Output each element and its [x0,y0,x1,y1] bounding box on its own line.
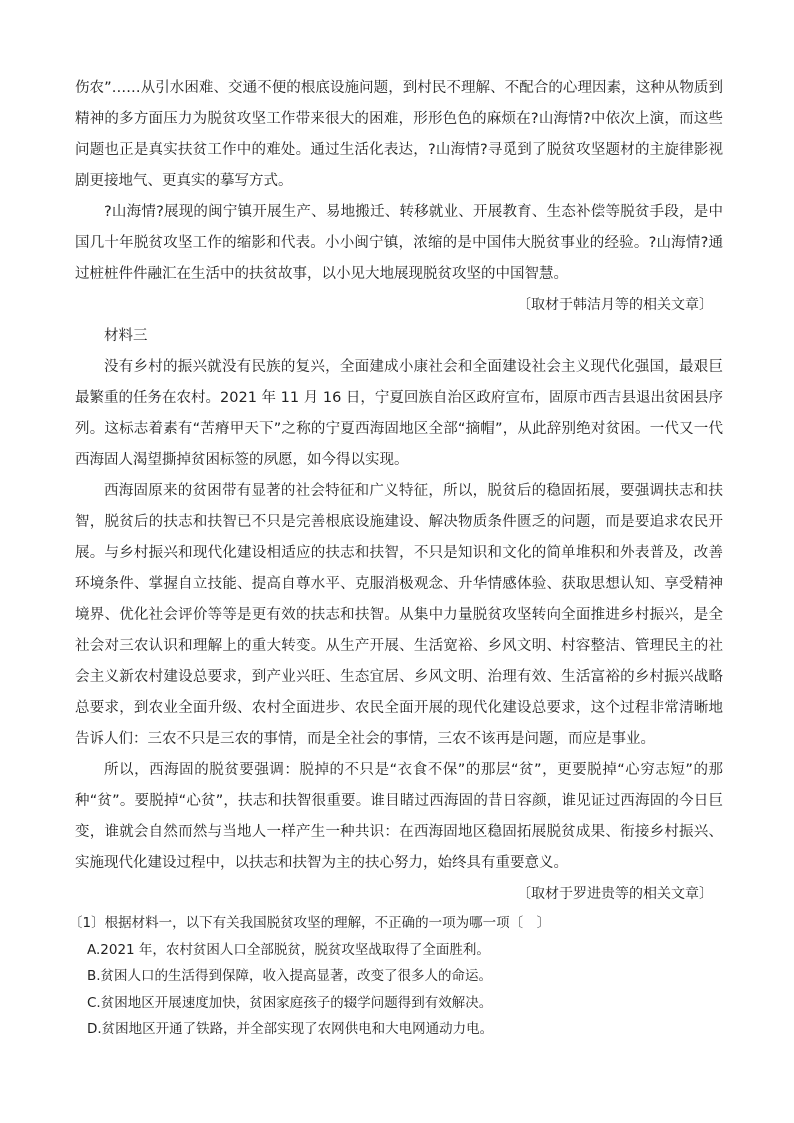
material2-source: 〔取材于韩洁月等的相关文章〕 [517,297,713,313]
material3-heading: 材料三 [104,328,148,344]
option-c: C.贫困地区开展速度加快，贫困家庭孩子的辍学问题得到有效解决。 [87,994,493,1011]
question-options [75,937,723,1043]
option-b: B.贫困人口的生活得到保障，收入提高显著，改变了很多人的命运。 [87,968,493,984]
material3-paragraph-3: 所以，西海固的脱贫要强调：脱掉的不只是“衣食不保”的那层“贫”，更要脱掉“心穷志短”的那种“贫”。要脱掉“心贫”，扶志和扶智很重要。谁目睹过西海固的昔日容颜，谁见证过西海固的今日巨变，谁就会自然而然与当地人一样产生一种共识：在西海固地区稳固拓展脱贫成果、衔接乡村振兴、实施现代化建设过程中，以扶志和扶智为主的扶心努力，始终具有重要意义。 [75,762,723,871]
option-a: A.2021 年，农村贫困人口全部脱贫，脱贫攻坚战取得了全面胜利。 [87,941,490,958]
material3-paragraph-1: 没有乡村的振兴就没有民族的复兴，全面建成小康社会和全面建设社会主义现代化强国，最艰巨最繁重的任务在农村。2021 年 11 月 16 日，宁夏回族自治区政府宣布，固原市西吉县退出贫困县序列。这标志着素有“苦瘠甲天下”之称的宁夏西海固地区全部“摘帽”，从此辞别绝对贫困。一代又一代西海固人渴望撕掉贫困标签的夙愿，如今得以实现。 [75,359,723,468]
material3-source: 〔取材于罗进贵等的相关文章〕 [517,886,713,902]
material2-paragraph-1: 伤农”……从引水困难、交通不便的根底设施问题，到村民不理解、不配合的心理因素，这种从物质到精神的多方面压力为脱贫攻坚工作带来很大的困难，形形色色的麻烦在?山海情?中依次上演，而这些问题也正是真实扶贫工作中的难处。通过生活化表达，?山海情?寻觅到了脱贫攻坚题材的主旋律影视剧更接地气、更真实的摹写方式。 [75,80,723,189]
material3-paragraph-2: 西海固原来的贫困带有显著的社会特征和广义特征，所以，脱贫后的稳固拓展，要强调扶志和扶智，脱贫后的扶志和扶智已不只是完善根底设施建设、解决物质条件匮乏的问题，而是要追求农民开展。与乡村振兴和现代化建设相适应的扶志和扶智，不只是知识和文化的简单堆积和外表普及，改善环境条件、掌握自立技能、提高自尊水平、克服消极观念、升华情感体验、获取思想认知、享受精神境界、优化社会评价等等是更有效的扶志和扶智。从集中力量脱贫攻坚转向全面推进乡村振兴，是全社会对三农认识和理解上的重大转变。从生产开展、生活宽裕、乡风文明、村容整洁、管理民主的社会主义新农村建设总要求，到产业兴旺、生态宜居、乡风文明、治理有效、生活富裕的乡村振兴战略总要求，到农业全面升级、农村全面进步、农民全面开展的现代化建设总要求，这个过程非常清晰地告诉人们：三农不只是三农的事情，而是全社会的事情，三农不该再是问题，而应是事业。 [75,483,723,747]
material2-paragraph-2: ?山海情?展现的闽宁镇开展生产、易地搬迁、转移就业、开展教育、生态补偿等脱贫手段，是中国几十年脱贫攻坚工作的缩影和代表。小小闽宁镇，浓缩的是中国伟大脱贫事业的经验。?山海情?通过桩桩件件融汇在生活中的扶贫故事，以小见大地展现脱贫攻坚的中国智慧。 [75,204,723,282]
option-d: D.贫困地区开通了铁路，并全部实现了农网供电和大电网通动力电。 [87,1021,494,1037]
question-stem: 〔1〕根据材料一，以下有关我国脱贫攻坚的理解，不正确的一项为哪一项〔 〕 [69,915,551,931]
document-body [69,73,723,1043]
